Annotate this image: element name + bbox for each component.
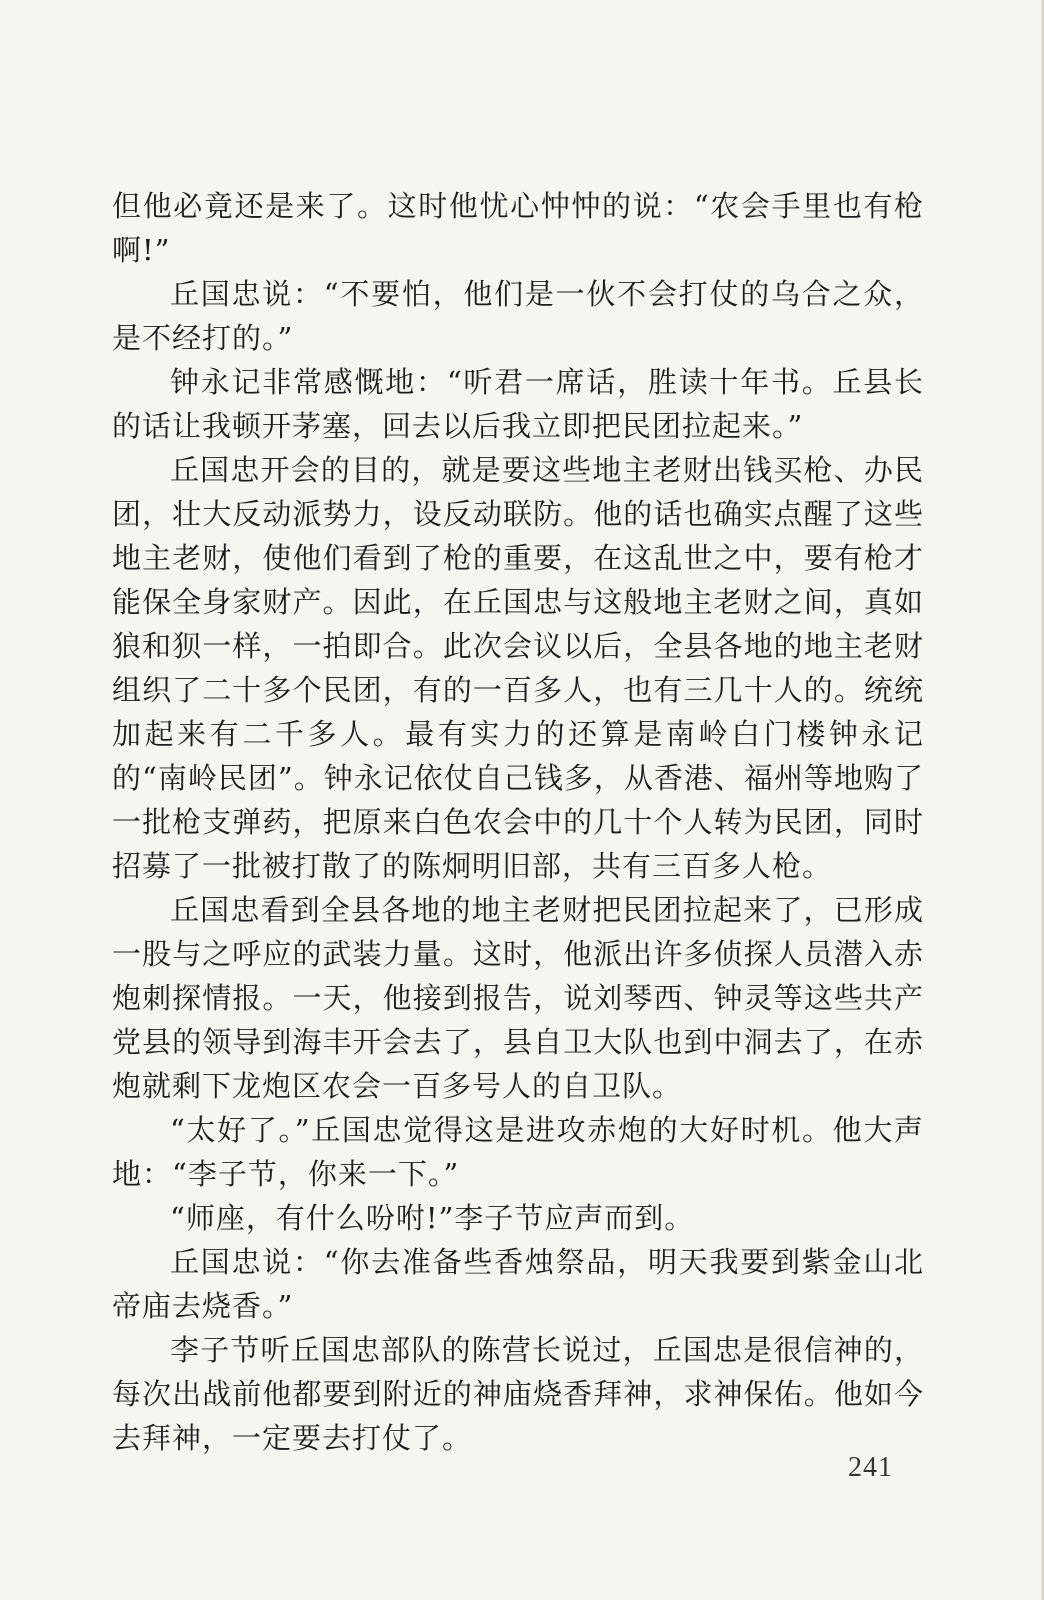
paragraph-9: 李子节听丘国忠部队的陈营长说过，丘国忠是很信神的，每次出战前他都要到附近的神庙烧香拜神，求神保佑。他如今去拜神，一定要去打仗了。	[112, 1333, 924, 1455]
paragraph-2: 丘国忠说：“不要怕，他们是一伙不会打仗的乌合之众，是不经打的。”	[112, 277, 924, 355]
paragraph-3: 钟永记非常感慨地：“听君一席话，胜读十年书。丘县长的话让我顿开茅塞，回去以后我立即把民团拉起来。”	[112, 365, 924, 443]
paragraph-8: 丘国忠说：“你去准备些香烛祭品，明天我要到紫金山北帝庙去烧香。”	[112, 1245, 924, 1323]
paragraph-7: “师座，有什么吩咐!”李子节应声而到。	[170, 1201, 695, 1235]
paragraph-5: 丘国忠看到全县各地的地主老财把民团拉起来了，已形成一股与之呼应的武装力量。这时，他派出许多侦探人员潜入赤炮刺探情报。一天，他接到报告，说刘琴西、钟灵等这些共产党县的领导到海丰开会去了，县自卫大队也到中洞去了，在赤炮就剩下龙炮区农会一百多号人的自卫队。	[112, 893, 924, 1103]
page-number: 241	[848, 1452, 893, 1483]
paragraph-1: 但他必竟还是来了。这时他忧心忡忡的说：“农会手里也有枪啊!”	[112, 189, 924, 267]
paragraph-4: 丘国忠开会的目的，就是要这些地主老财出钱买枪、办民团，壮大反动派势力，设反动联防。他的话也确实点醒了这些地主老财，使他们看到了枪的重要，在这乱世之中，要有枪才能保全身家财产。因此，在丘国忠与这般地主老财之间，真如狼和狈一样，一拍即合。此次会议以后，全县各地的地主老财组织了二十多个民团，有的一百多人，也有三几十人的。统统加起来有二千多人。最有实力的还算是南岭白门楼钟永记的“南岭民团”。钟永记依仗自己钱多，从香港、福州等地购了一批枪支弹药，把原来白色农会中的几十个人转为民团，同时招募了一批被打散了的陈炯明旧部，共有三百多人枪。	[112, 453, 924, 883]
paragraph-6: “太好了。”丘国忠觉得这是进攻赤炮的大好时机。他大声地：“李子节，你来一下。”	[112, 1113, 924, 1191]
body-text	[112, 184, 924, 1460]
